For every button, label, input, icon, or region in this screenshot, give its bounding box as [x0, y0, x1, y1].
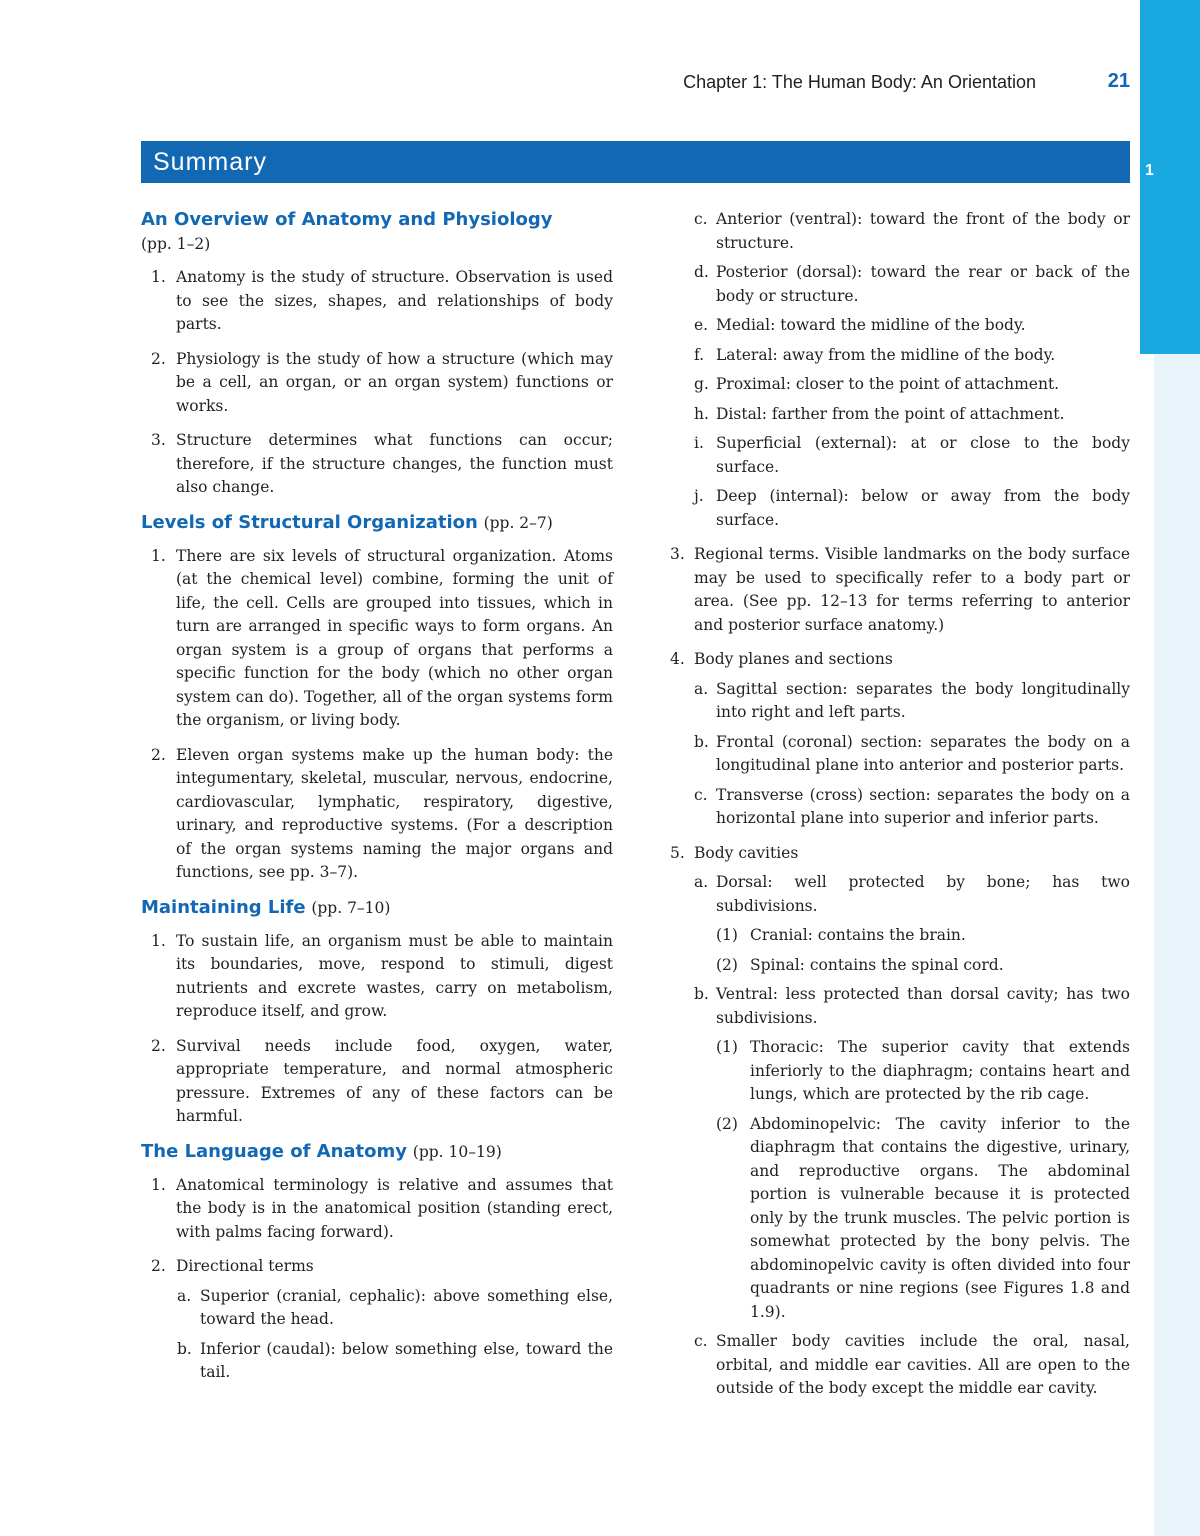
section-heading [141, 896, 613, 920]
left-column [141, 208, 613, 1395]
list-item: 1. To sustain life, an organism must be able to maintain its boundaries, move, respond to stimuli, digest nutrients and excrete wastes, carry on metabolism, reproduce itself, and grow. [151, 931, 613, 1020]
sub-item: e. Medial: toward the midline of the body. [694, 316, 1026, 334]
item-text: Body planes and sections [694, 650, 893, 668]
sub-item-text: Lateral: away from the midline of the body. [716, 345, 1056, 364]
sub-item-text: Superior (cranial, cephalic): above something else, toward the head. [200, 1286, 613, 1328]
sub-item-text: Posterior (dorsal): toward the rear or back of the body or structure. [716, 263, 1130, 305]
list-item: 2. Directional terms [151, 1257, 314, 1275]
item-text: Physiology is the study of how a structure (which may be a cell, an organ, or an organ system) functions or works. [176, 349, 613, 415]
heading-text: Maintaining Life [141, 896, 306, 918]
section-heading [141, 208, 613, 256]
section-levels [141, 511, 613, 885]
sub-item-text: Inferior (caudal): below something else, toward the tail. [200, 1339, 613, 1381]
sub-sub-item-text: Spinal: contains the spinal cord. [750, 955, 1004, 974]
sub-item: a. Superior (cranial, cephalic): above something else, toward the head. [177, 1286, 613, 1328]
page-ref: (pp. 10–19) [412, 1142, 502, 1161]
item-text: Anatomical terminology is relative and assumes that the body is in the anatomical position (standing erect, with palms facing forward). [176, 1175, 613, 1241]
section-language [141, 1140, 613, 1385]
sub-item: c. Smaller body cavities include the oral, nasal, orbital, and middle ear cavities. All are open to the outside of the body except the middle ear cavity. [694, 1332, 1130, 1397]
item-text: Body cavities [694, 843, 799, 862]
summary-banner [141, 141, 1130, 183]
chapter-tab-number: 1 [1145, 162, 1154, 179]
list-item: 5. Body cavities [670, 843, 799, 862]
item-text: Survival needs include food, oxygen, water, appropriate temperature, and normal atmospheric pressure. Extremes of any of these factors can be harmful. [176, 1036, 613, 1125]
sub-sub-item: (2) Spinal: contains the spinal cord. [716, 955, 1004, 974]
list-item: 3. Regional terms. Visible landmarks on the body surface may be used to specifically refer to a body part or area. (See pp. 12–13 for terms referring to anterior and posterior surface anatomy.) [670, 545, 1130, 634]
list-item: 1. There are six levels of structural organization. Atoms (at the chemical level) combine, forming the unit of life, the cell. Cells are grouped into tissues, which in turn are arranged in specific ways to form organs. An organ system is a group of organs that performs a specific function for the body (which no other organ system can do). Together, all of the organ systems form the organism, or living body. [151, 546, 613, 729]
page-ref: (pp. 2–7) [483, 513, 553, 532]
item-text: Regional terms. Visible landmarks on the body surface may be used to specifically refer to a body part or area. (See pp. 12–13 for terms referring to anterior and posterior surface anatomy.) [694, 545, 1130, 634]
section-overview [141, 208, 613, 500]
sub-sub-item-text: Thoracic: The superior cavity that extends inferiorly to the diaphragm; contains heart and lungs, which are protected by the rib cage. [750, 1038, 1130, 1103]
sub-item: d. Posterior (dorsal): toward the rear or back of the body or structure. [694, 263, 1130, 305]
sub-item-text: Transverse (cross) section: separates the body on a horizontal plane into superior and inferior parts. [716, 785, 1130, 827]
sub-item: b. Frontal (coronal) section: separates the body on a longitudinal plane into anterior and posterior parts. [694, 732, 1130, 774]
chapter-thumb-tab [1140, 0, 1200, 354]
page-ref: (pp. 1–2) [141, 235, 211, 253]
sub-item: a. Sagittal section: separates the body longitudinally into right and left parts. [694, 679, 1130, 721]
item-text: To sustain life, an organism must be able to maintain its boundaries, move, respond to stimuli, digest nutrients and excrete wastes, carry on metabolism, reproduce itself, and grow. [176, 931, 613, 1020]
sub-item-text: Sagittal section: separates the body longitudinally into right and left parts. [716, 679, 1130, 721]
sub-item: i. Superficial (external): at or close to the body surface. [694, 434, 1130, 476]
list-item: 2. Physiology is the study of how a structure (which may be a cell, an organ, or an organ system) functions or works. [151, 349, 613, 415]
item-text: Directional terms [176, 1257, 314, 1275]
sub-item-text: Superficial (external): at or close to the body surface. [716, 434, 1130, 476]
list-item: 1. Anatomical terminology is relative and assumes that the body is in the anatomical position (standing erect, with palms facing forward). [151, 1175, 613, 1241]
sub-item: f. Lateral: away from the midline of the body. [694, 345, 1056, 364]
sub-item: g. Proximal: closer to the point of attachment. [694, 375, 1060, 393]
sub-item: c. Anterior (ventral): toward the front of the body or structure. [694, 210, 1130, 252]
sub-item: c. Transverse (cross) section: separates the body on a horizontal plane into superior and inferior parts. [694, 785, 1130, 827]
item-text: There are six levels of structural organization. Atoms (at the chemical level) combine, forming the unit of life, the cell. Cells are grouped into tissues, which in turn are arranged in specific ways to form organs. An organ system is a group of organs that performs a specific function for the body (which no other organ system can do). Together, all of the organ systems form the organism, or living body. [176, 546, 613, 729]
item-text: Structure determines what functions can occur; therefore, if the structure changes, the function must also change. [176, 431, 613, 496]
sub-sub-item-text: Abdominopelvic: The cavity inferior to the diaphragm that contains the digestive, urinary, and reproductive organs. The abdominal portion is vulnerable because it is protected only by the trunk muscles. The pelvic portion is somewhat protected by the bony pelvis. The abdominopelvic cavity is often divided into four quadrants or nine regions (see Figures 1.8 and 1.9). [750, 1114, 1130, 1321]
section-maintaining [141, 896, 613, 1129]
section-heading [141, 1140, 613, 1164]
heading-text: The Language of Anatomy [141, 1140, 408, 1162]
heading-text: An Overview of Anatomy and Physiology [141, 209, 553, 230]
sub-item-text: Distal: farther from the point of attachment. [716, 404, 1065, 423]
sub-item-text: Dorsal: well protected by bone; has two subdivisions. [716, 873, 1130, 915]
sub-sub-item: (1) Cranial: contains the brain. [716, 926, 966, 944]
list-item: 2. Survival needs include food, oxygen, water, appropriate temperature, and normal atmospheric pressure. Extremes of any of these factors can be harmful. [151, 1036, 613, 1125]
sub-item-text: Deep (internal): below or away from the body surface. [716, 487, 1130, 529]
sub-item: h. Distal: farther from the point of attachment. [694, 404, 1065, 423]
right-column [670, 208, 1130, 1407]
sub-sub-item: (2) Abdominopelvic: The cavity inferior to the diaphragm that contains the digestive, urinary, and reproductive organs. The abdominal portion is vulnerable because it is protected only by the trunk muscles. The pelvic portion is somewhat protected by the bony pelvis. The abdominopelvic cavity is often divided into four quadrants or nine regions (see Figures 1.8 and 1.9). [716, 1114, 1130, 1321]
summary-title: Summary [153, 148, 267, 176]
running-title: Chapter 1: The Human Body: An Orientation [683, 72, 1036, 92]
list-item: 1. Anatomy is the study of structure. Observation is used to see the sizes, shapes, and relationships of body parts. [151, 268, 613, 333]
running-head [683, 70, 1130, 96]
sub-item-text: Anterior (ventral): toward the front of the body or structure. [716, 210, 1130, 252]
page-number: 21 [1107, 70, 1130, 92]
list-item: 3. Structure determines what functions can occur; therefore, if the structure changes, the function must also change. [151, 431, 613, 496]
sub-item: a. Dorsal: well protected by bone; has two subdivisions. [694, 873, 1130, 915]
sub-item-text: Smaller body cavities include the oral, nasal, orbital, and middle ear cavities. All are open to the outside of the body except the middle ear cavity. [716, 1332, 1130, 1397]
item-text: Anatomy is the study of structure. Observation is used to see the sizes, shapes, and relationships of body parts. [176, 268, 613, 333]
sub-item: b. Inferior (caudal): below something else, toward the tail. [177, 1339, 613, 1381]
heading-text: Levels of Structural Organization [141, 511, 478, 533]
item-text: Eleven organ systems make up the human body: the integumentary, skeletal, muscular, nervous, endocrine, cardiovascular, lymphatic, respiratory, digestive, urinary, and reproductive systems. (For a description of the organ systems naming the major organs and functions, see pp. 3–7). [176, 745, 613, 881]
sub-sub-item-text: Cranial: contains the brain. [750, 926, 966, 944]
page-ref: (pp. 7–10) [311, 898, 391, 917]
section-heading [141, 511, 613, 535]
sub-item-text: Ventral: less protected than dorsal cavity; has two subdivisions. [716, 985, 1130, 1027]
sub-item: b. Ventral: less protected than dorsal cavity; has two subdivisions. [694, 985, 1130, 1027]
sub-sub-item: (1) Thoracic: The superior cavity that extends inferiorly to the diaphragm; contains heart and lungs, which are protected by the rib cage. [716, 1038, 1130, 1103]
sub-item: j. Deep (internal): below or away from the body surface. [694, 487, 1130, 529]
sub-item-text: Frontal (coronal) section: separates the body on a longitudinal plane into anterior and posterior parts. [716, 732, 1130, 774]
sub-item-text: Proximal: closer to the point of attachment. [716, 375, 1060, 393]
list-item: 2. Eleven organ systems make up the human body: the integumentary, skeletal, muscular, nervous, endocrine, cardiovascular, lymphatic, respiratory, digestive, urinary, and reproductive systems. (For a description of the organ systems naming the major organs and functions, see pp. 3–7). [151, 745, 613, 881]
sub-item-text: Medial: toward the midline of the body. [716, 316, 1026, 334]
list-item: 4. Body planes and sections [670, 650, 893, 668]
